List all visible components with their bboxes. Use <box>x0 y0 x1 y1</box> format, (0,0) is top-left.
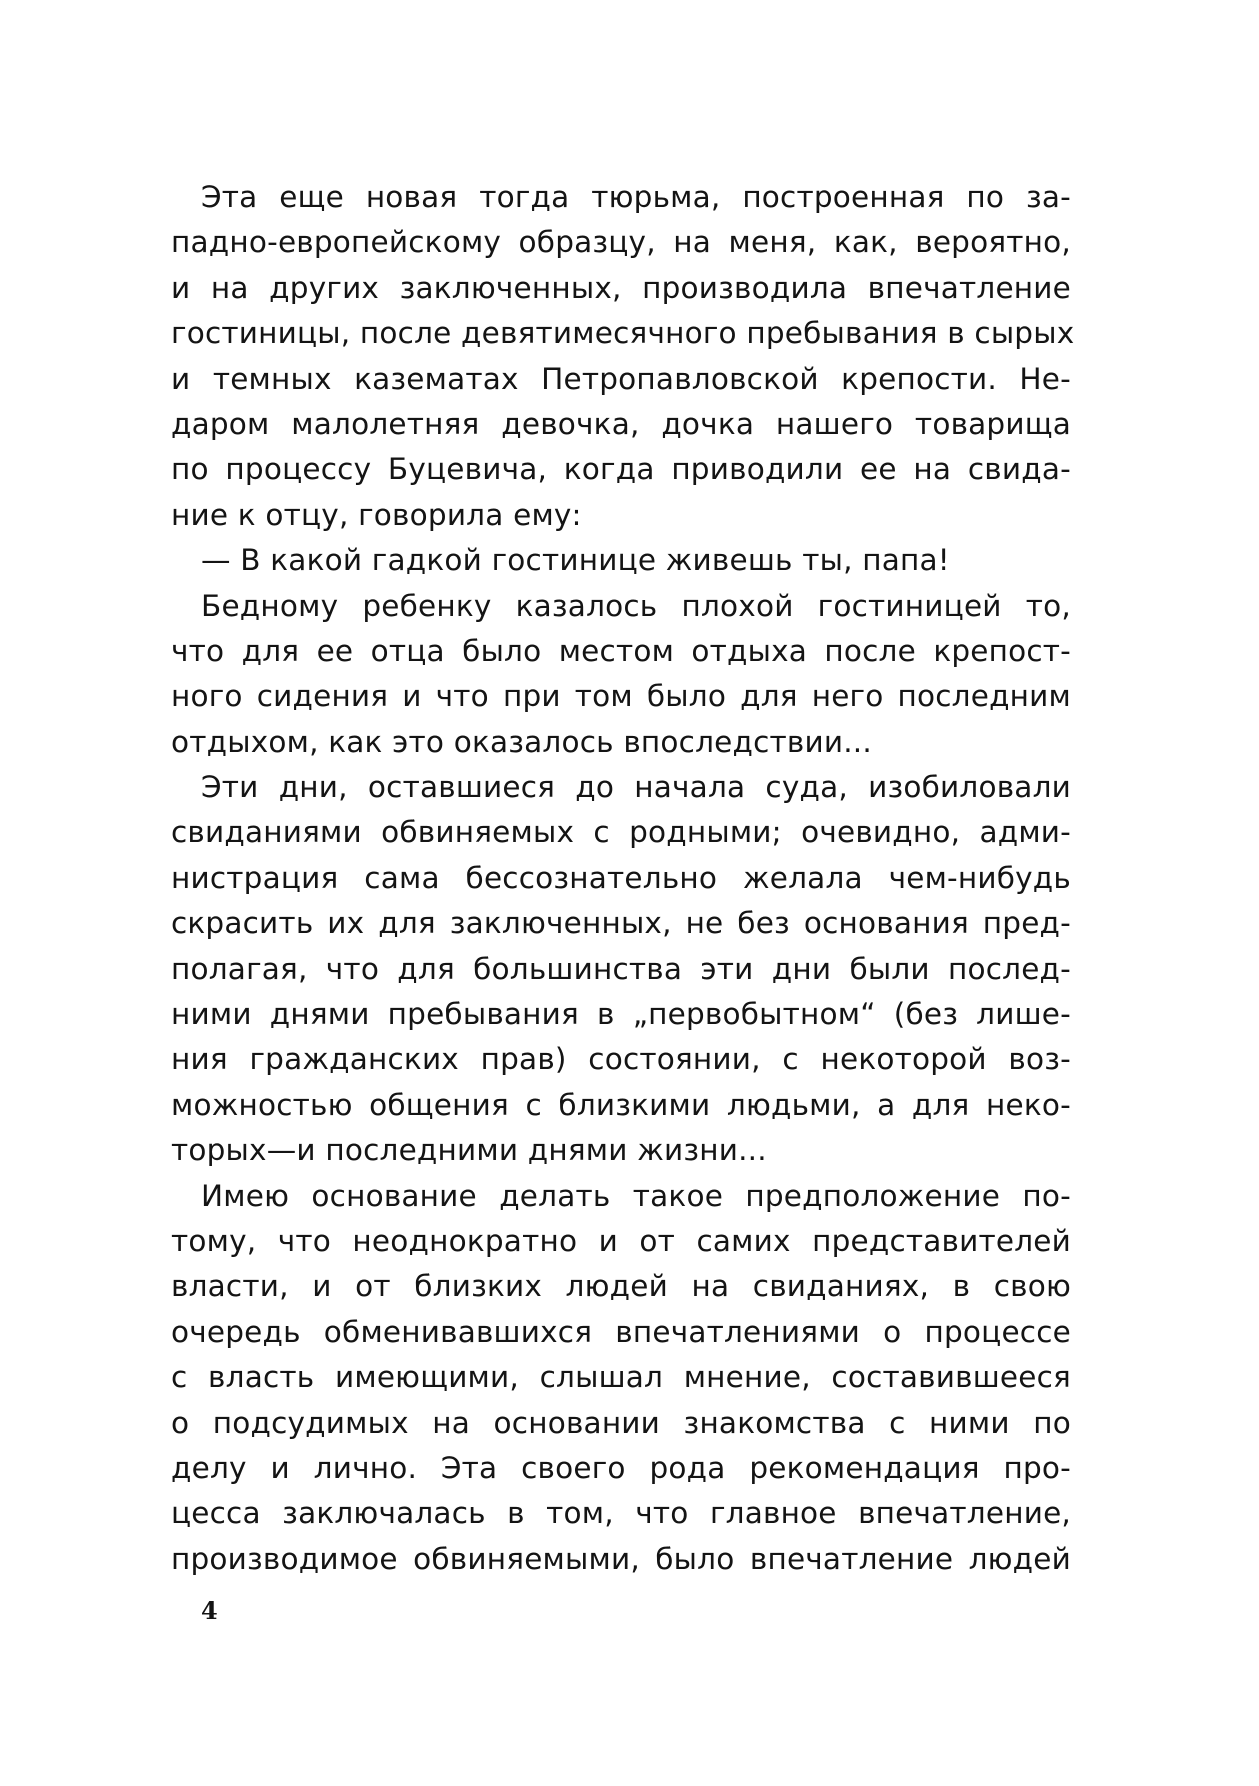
text-line: нистрация сама бессознательно желала чем-нибудь <box>171 860 1071 895</box>
body-text <box>171 175 1075 1582</box>
text-line: что для ее отца было местом отдыха после крепост- <box>171 633 1071 668</box>
text-line: торых—и последними днями жизни... <box>171 1133 767 1168</box>
text-line: делу и лично. Эта своего рода рекомендация про- <box>171 1450 1071 1485</box>
text-line: ними днями пребывания в „первобытном“ (без лише- <box>171 997 1071 1032</box>
text-line: Эти дни, оставшиеся до начала суда, изобиловали <box>201 770 1071 805</box>
page-number: 4 <box>201 1596 218 1625</box>
text-line: Бедному ребенку казалось плохой гостиницей то, <box>201 588 1071 623</box>
text-line: Имею основание делать такое предположение по- <box>201 1178 1071 1213</box>
text-line: и на других заключенных, производила впечатление <box>171 270 1071 305</box>
text-line: ния гражданских прав) состоянии, с некоторой воз- <box>171 1042 1071 1077</box>
text-line: Эта еще новая тогда тюрьма, построенная по за- <box>201 180 1071 214</box>
text-line: гостиницы, после девятимесячного пребывания в сырых <box>171 316 1075 351</box>
text-line: очередь обменивавшихся впечатлениями о процессе <box>171 1314 1071 1349</box>
text-line: цесса заключалась в том, что главное впечатление, <box>171 1496 1071 1531</box>
text-line: производимое обвиняемыми, было впечатление людей <box>171 1541 1071 1576</box>
text-line: — В какой гадкой гостинице живешь ты, папа! <box>201 543 950 578</box>
text-line: полагая, что для большинства эти дни были послед- <box>171 951 1071 986</box>
text-line: тому, что неоднократно и от самих представителей <box>171 1223 1071 1258</box>
text-line: власти, и от близких людей на свиданиях, в свою <box>171 1269 1071 1304</box>
text-line: с власть имеющими, слышал мнение, составившееся <box>171 1360 1071 1395</box>
text-line: и темных казематах Петропавловской крепости. Не- <box>171 361 1071 396</box>
text-line: отдыхом, как это оказалось впоследствии... <box>171 724 872 759</box>
text-line: по процессу Буцевича, когда приводили ее на свида- <box>171 452 1071 487</box>
text-line: ние к отцу, говорила ему: <box>171 497 582 532</box>
text-line: свиданиями обвиняемых с родными; очевидно, адми- <box>171 815 1071 850</box>
text-line: можностью общения с близкими людьми, а для неко- <box>171 1087 1071 1122</box>
text-line: падно-европейскому образцу, на меня, как, вероятно, <box>171 225 1071 260</box>
text-line: даром малолетняя девочка, дочка нашего товарища <box>171 406 1071 441</box>
text-line: о подсудимых на основании знакомства с ними по <box>171 1405 1071 1440</box>
text-line: ного сидения и что при том было для него последним <box>171 679 1071 714</box>
text-line: скрасить их для заключенных, не без основания пред- <box>171 906 1071 941</box>
